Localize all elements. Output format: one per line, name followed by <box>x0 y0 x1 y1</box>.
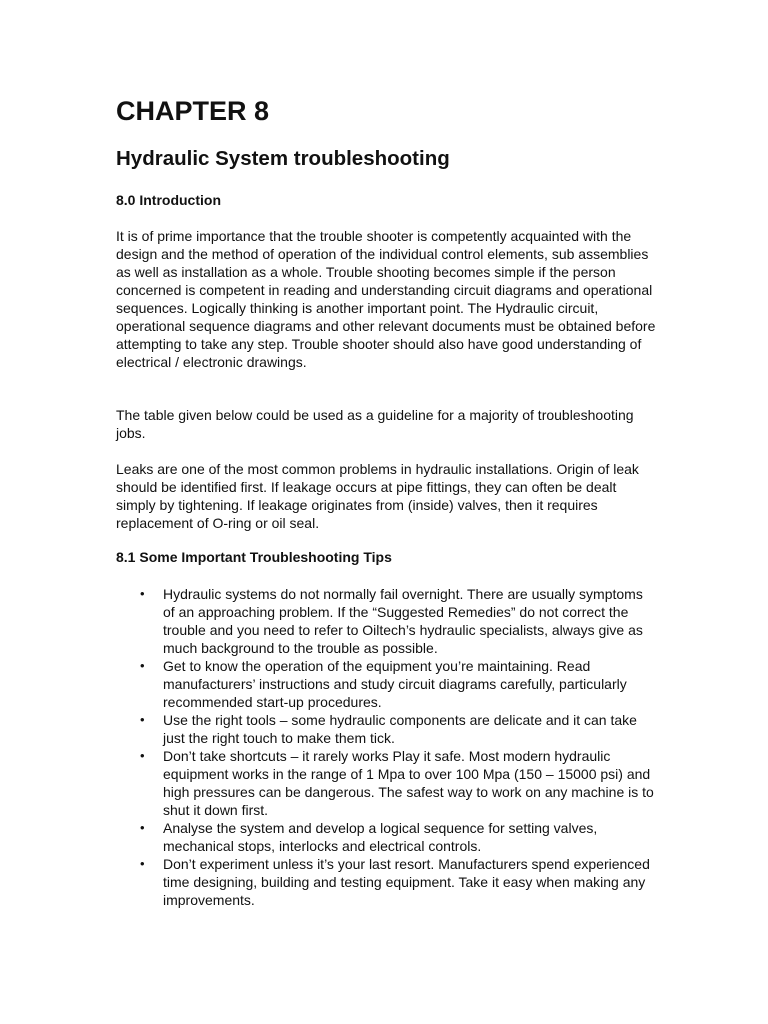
section-heading-introduction: 8.0 Introduction <box>116 192 221 208</box>
chapter-title: Hydraulic System troubleshooting <box>116 147 450 170</box>
bullet-icon: • <box>140 658 145 673</box>
intro-paragraph: It is of prime importance that the trouble shooter is competently acquainted with the design and the method of operation of the individual control elements, sub assemblies as well as installation as a whole. Trouble shooting becomes simple if the person concerned is competent in reading and understanding circuit diagrams and operational sequences. Logically thinking is another important point. The Hydraulic circuit, operational sequence diagrams and other relevant documents must be obtained before attempting to take any step. Trouble shooter should also have good understanding of electrical / electronic drawings. <box>116 228 656 370</box>
list-item <box>116 747 656 819</box>
intro-paragraph: Leaks are one of the most common problems in hydraulic installations. Origin of leak should be identified first. If leakage occurs at pipe fittings, they can often be dealt simply by tightening. If leakage originates from (inside) valves, then it requires replacement of O-ring or oil seal. <box>116 461 639 531</box>
chapter-heading: CHAPTER 8 <box>116 96 270 126</box>
bullet-icon: • <box>140 820 145 835</box>
tips-list <box>116 585 656 909</box>
list-item-text: Don’t experiment unless it’s your last resort. Manufacturers spend experienced time designing, building and testing equipment. Take it easy when making any improvements. <box>163 856 650 908</box>
list-item-text: Get to know the operation of the equipment you’re maintaining. Read manufacturers’ instructions and study circuit diagrams carefully, particularly recommended start-up procedures. <box>163 658 627 710</box>
list-item-text: Don’t take shortcuts – it rarely works Play it safe. Most modern hydraulic equipment works in the range of 1 Mpa to over 100 Mpa (150 – 15000 psi) and high pressures can be dangerous. The safest way to work on any machine is to shut it down first. <box>163 748 654 818</box>
list-item-text: Hydraulic systems do not normally fail overnight. There are usually symptoms of an approaching problem. If the “Suggested Remedies” do not correct the trouble and you need to refer to Oiltech’s hydraulic specialists, always give as much background to the trouble as possible. <box>163 586 643 656</box>
list-item <box>116 855 656 909</box>
list-item <box>116 819 656 855</box>
bullet-icon: • <box>140 712 145 727</box>
bullet-icon: • <box>140 856 145 871</box>
list-item-text: Analyse the system and develop a logical sequence for setting valves, mechanical stops, interlocks and electrical controls. <box>163 820 598 854</box>
list-item <box>116 657 656 711</box>
list-item-text: Use the right tools – some hydraulic components are delicate and it can take just the right touch to make them tick. <box>163 712 637 746</box>
list-item <box>116 585 656 657</box>
list-item <box>116 711 656 747</box>
intro-paragraph: The table given below could be used as a guideline for a majority of troubleshooting jobs. <box>116 407 634 441</box>
bullet-icon: • <box>140 586 145 601</box>
section-heading-tips: 8.1 Some Important Troubleshooting Tips <box>116 549 392 565</box>
bullet-icon: • <box>140 748 145 763</box>
